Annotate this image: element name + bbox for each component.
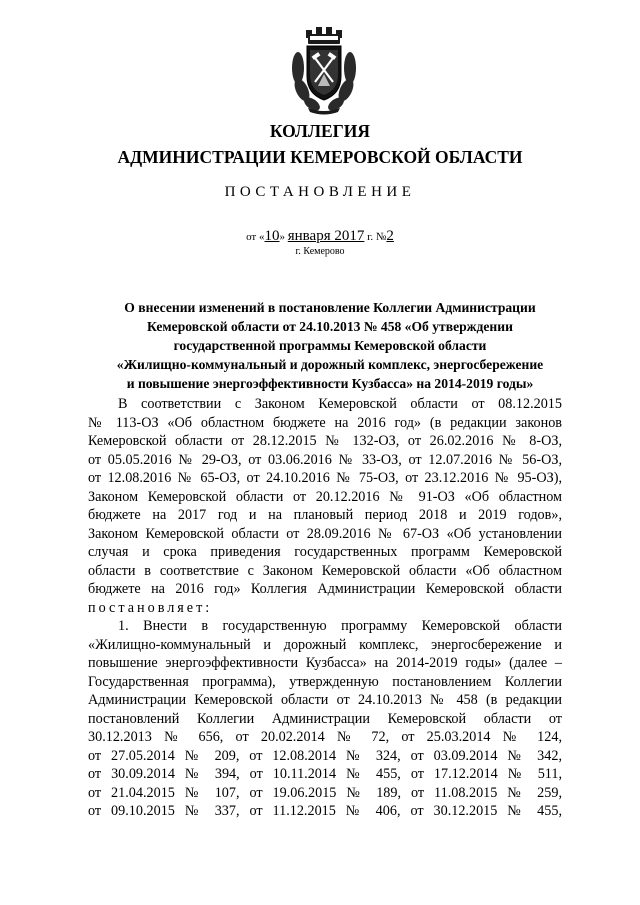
body-line: повышение энергоэффективности Кузбасса» на 2014-2019 годы» (далее – [88,655,562,671]
subject-line: «Жилищно-коммунальный и дорожный комплекс, энергосбережение [116,357,544,372]
body-line: «Жилищно-коммунальный и дорожный комплекс, энергосбережение и [88,636,562,653]
body-line: В соответствии с Законом Кемеровской области от 08.12.2015 [118,396,562,412]
body-line: от 05.05.2016 № 29-ОЗ, от 03.06.2016 № 33-ОЗ, от 12.07.2016 № 56-ОЗ, [88,451,562,468]
body-line: 1. Внести в государственную программу Кемеровской области [118,618,562,634]
body-line: от 09.10.2015 № 337, от 11.12.2015 № 406, от 30.12.2015 № 455, [88,803,562,819]
body-line: области в соответствие с Законом Кемеровской области «Об областном [88,562,562,579]
subject-line: Кемеровской области от 24.10.2013 № 458 «Об утверждении [147,319,513,334]
body-line: Администрации Кемеровской области от 24.10.2013 № 458 (в редакции [88,692,562,708]
body-line: Законом Кемеровской области от 28.09.2016 № 67-ОЗ «Об установлении [88,525,562,542]
body-line: от 21.04.2015 № 107, от 19.06.2015 № 189, от 11.08.2015 № 259, [88,784,562,801]
body-line-decision: постановляет: [88,599,213,616]
document-body [88,395,562,821]
body-line: Законом Кемеровской области от 20.12.2016 № 91-ОЗ «Об областном [88,488,562,505]
document-number: 2 [386,228,394,244]
date-month-year: января 2017 [287,228,365,244]
organization-title-line1: КОЛЛЕГИЯ [269,121,371,141]
body-line: бюджете на 2016 год» Коллегия Администрации Кемеровской области [88,581,562,597]
subject-line: и повышение энергоэффективности Кузбасса» на 2014-2019 годы» [126,376,534,391]
body-line: от 30.09.2014 № 394, от 10.11.2014 № 455, от 17.12.2014 № 511, [88,766,562,782]
date-prefix: от « [246,231,265,243]
document-city: г. Кемерово [295,246,345,257]
document-type: ПОСТАНОВЛЕНИЕ [224,184,416,200]
body-line: бюджете на 2017 год и на плановый период 2018 и 2019 годов», [88,507,562,523]
date-mid: » [279,231,288,243]
date-day: 10 [264,228,280,244]
organization-title-line2: АДМИНИСТРАЦИИ КЕМЕРОВСКОЙ ОБЛАСТИ [117,147,523,167]
subject-line: О внесении изменений в постановление Коллегии Администрации [124,300,536,315]
body-line: от 12.08.2016 № 65-ОЗ, от 24.10.2016 № 75-ОЗ, от 23.12.2016 № 95-ОЗ), [88,470,562,486]
date-suffix: г. № [364,231,387,243]
coat-of-arms-emblem [288,24,360,116]
subject-line: государственной программы Кемеровской области [173,338,487,353]
document-date-line [0,228,640,245]
body-line: 30.12.2013 № 656, от 20.02.2014 № 72, от 25.03.2014 № 124, [88,729,562,745]
body-line: постановлений Коллегии Администрации Кемеровской области от [88,710,562,727]
body-line: от 27.05.2014 № 209, от 12.08.2014 № 324, от 03.09.2014 № 342, [88,747,562,764]
body-line: случая и срока приведения государственных программ Кемеровской [88,544,562,560]
body-line: Кемеровской области от 28.12.2015 № 132-ОЗ, от 26.02.2016 № 8-ОЗ, [88,433,562,449]
body-line: Государственная программа), утвержденную постановлением Коллегии [88,673,562,690]
body-line: № 113-ОЗ «Об областном бюджете на 2016 год» (в редакции законов [88,414,562,431]
document-subject [80,298,580,393]
